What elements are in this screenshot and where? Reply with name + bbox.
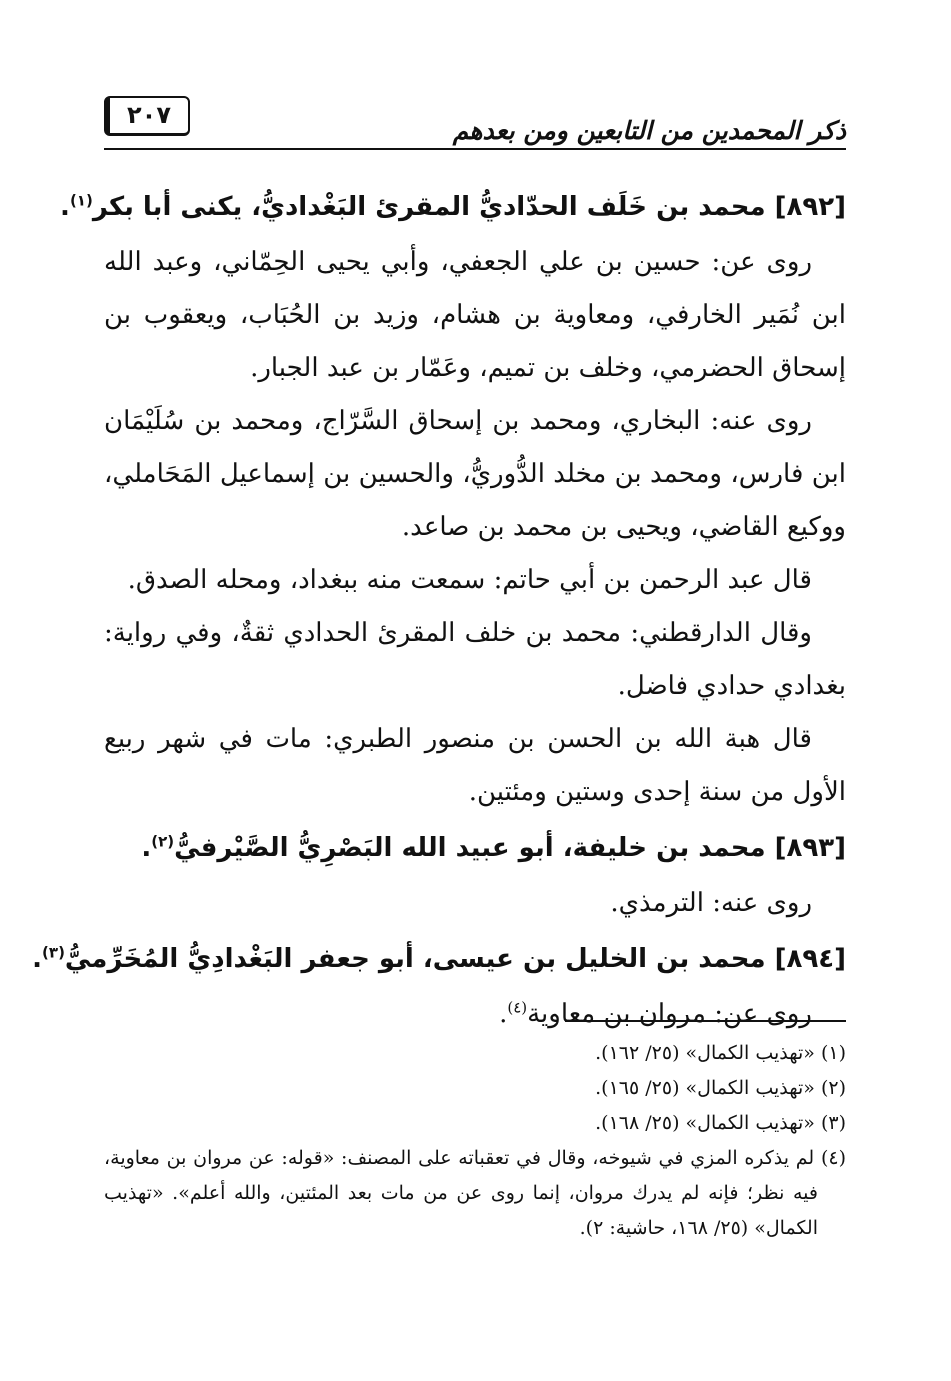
running-title: ذكر المحمدين من التابعين ومن بعدهم xyxy=(452,116,846,145)
entry-heading-894 xyxy=(32,930,846,988)
footnote-marker-4: (٤) xyxy=(507,998,528,1017)
paragraph-period: . xyxy=(499,999,508,1029)
paragraph-narrated-from: روى عن: حسين بن علي الجعفي، وأبي يحيى الحِمّاني، وعبد الله ابن نُمَير الخارفي، ومعاوية بن هشام، وزيد بن الحُبَاب، ويعقوب بن إسحاق الحضرمي، وخلف بن تميم، وعَمّار بن عبد الجبار. xyxy=(104,247,846,383)
header-rule xyxy=(104,148,846,150)
footnote-4: (٤) لم يذكره المزي في شيوخه، وقال في تعقباته على المصنف: «قوله: عن مروان بن معاوية، فيه نظر؛ فإنه لم يدرك مروان، إنما روى عن من مات بعد المئتين، والله أعلم». «تهذيب الكمال» (٢٥/ ١٦٨، حاشية: ٢). xyxy=(104,1147,846,1239)
entry-heading-text: [٨٩٣] محمد بن خليفة، أبو عبيد الله البَصْرِيُّ الصَّيْرفيُّ xyxy=(174,833,846,863)
footnote-1: (١) «تهذيب الكمال» (٢٥/ ١٦٢). xyxy=(595,1042,846,1064)
entry-heading-893 xyxy=(104,819,846,877)
footnote-2: (٢) «تهذيب الكمال» (٢٥/ ١٦٥). xyxy=(595,1077,846,1099)
footnotes xyxy=(104,1036,846,1246)
footnote-marker-1: (١) xyxy=(69,191,93,210)
page-number-box: ٢٠٧ xyxy=(104,96,190,136)
paragraph-narrated-from xyxy=(104,988,846,1041)
footnote-marker-3: (٣) xyxy=(42,943,65,962)
heading-period: . xyxy=(141,833,152,863)
paragraph-narrated-by: روى عنه: الترمذي. xyxy=(610,888,812,918)
paragraph-narrated-by: روى عنه: البخاري، ومحمد بن إسحاق السَّرّاج، ومحمد بن سُلَيْمَان ابن فارس، ومحمد بن مخلد الدُّوريُّ، والحسين بن إسماعيل المَحَاملي، ووكيع القاضي، ويحيى بن محمد بن صاعد. xyxy=(104,406,846,542)
paragraph-daraqutni: وقال الدارقطني: محمد بن خلف المقرئ الحدادي ثقةٌ، وفي رواية: بغدادي حدادي فاضل. xyxy=(104,618,846,701)
page-header xyxy=(104,92,846,150)
entry-heading-892 xyxy=(60,178,846,236)
entry-heading-text: [٨٩٤] محمد بن الخليل بن عيسى، أبو جعفر البَغْدادِيُّ المُخَرِّميُّ xyxy=(64,944,846,974)
paragraph-text: روى عن: مروان بن معاوية xyxy=(527,999,812,1029)
heading-period: . xyxy=(60,192,70,222)
footnote-separator xyxy=(565,1020,846,1022)
footnote-marker-2: (٢) xyxy=(151,832,175,851)
heading-period: . xyxy=(32,944,43,974)
paragraph-death-date: قال هبة الله بن الحسن بن منصور الطبري: مات في شهر ربيع الأول من سنة إحدى وستين ومئتين. xyxy=(104,724,846,807)
paragraph-abu-hatim: قال عبد الرحمن بن أبي حاتم: سمعت منه ببغداد، ومحله الصدق. xyxy=(127,565,812,595)
entry-heading-text: [٨٩٢] محمد بن خَلَف الحدّاديُّ المقرئ البَغْداديُّ، يكنى أبا بكر xyxy=(92,192,846,222)
footnote-3: (٣) «تهذيب الكمال» (٢٥/ ١٦٨). xyxy=(595,1112,846,1134)
main-text xyxy=(32,178,846,1041)
